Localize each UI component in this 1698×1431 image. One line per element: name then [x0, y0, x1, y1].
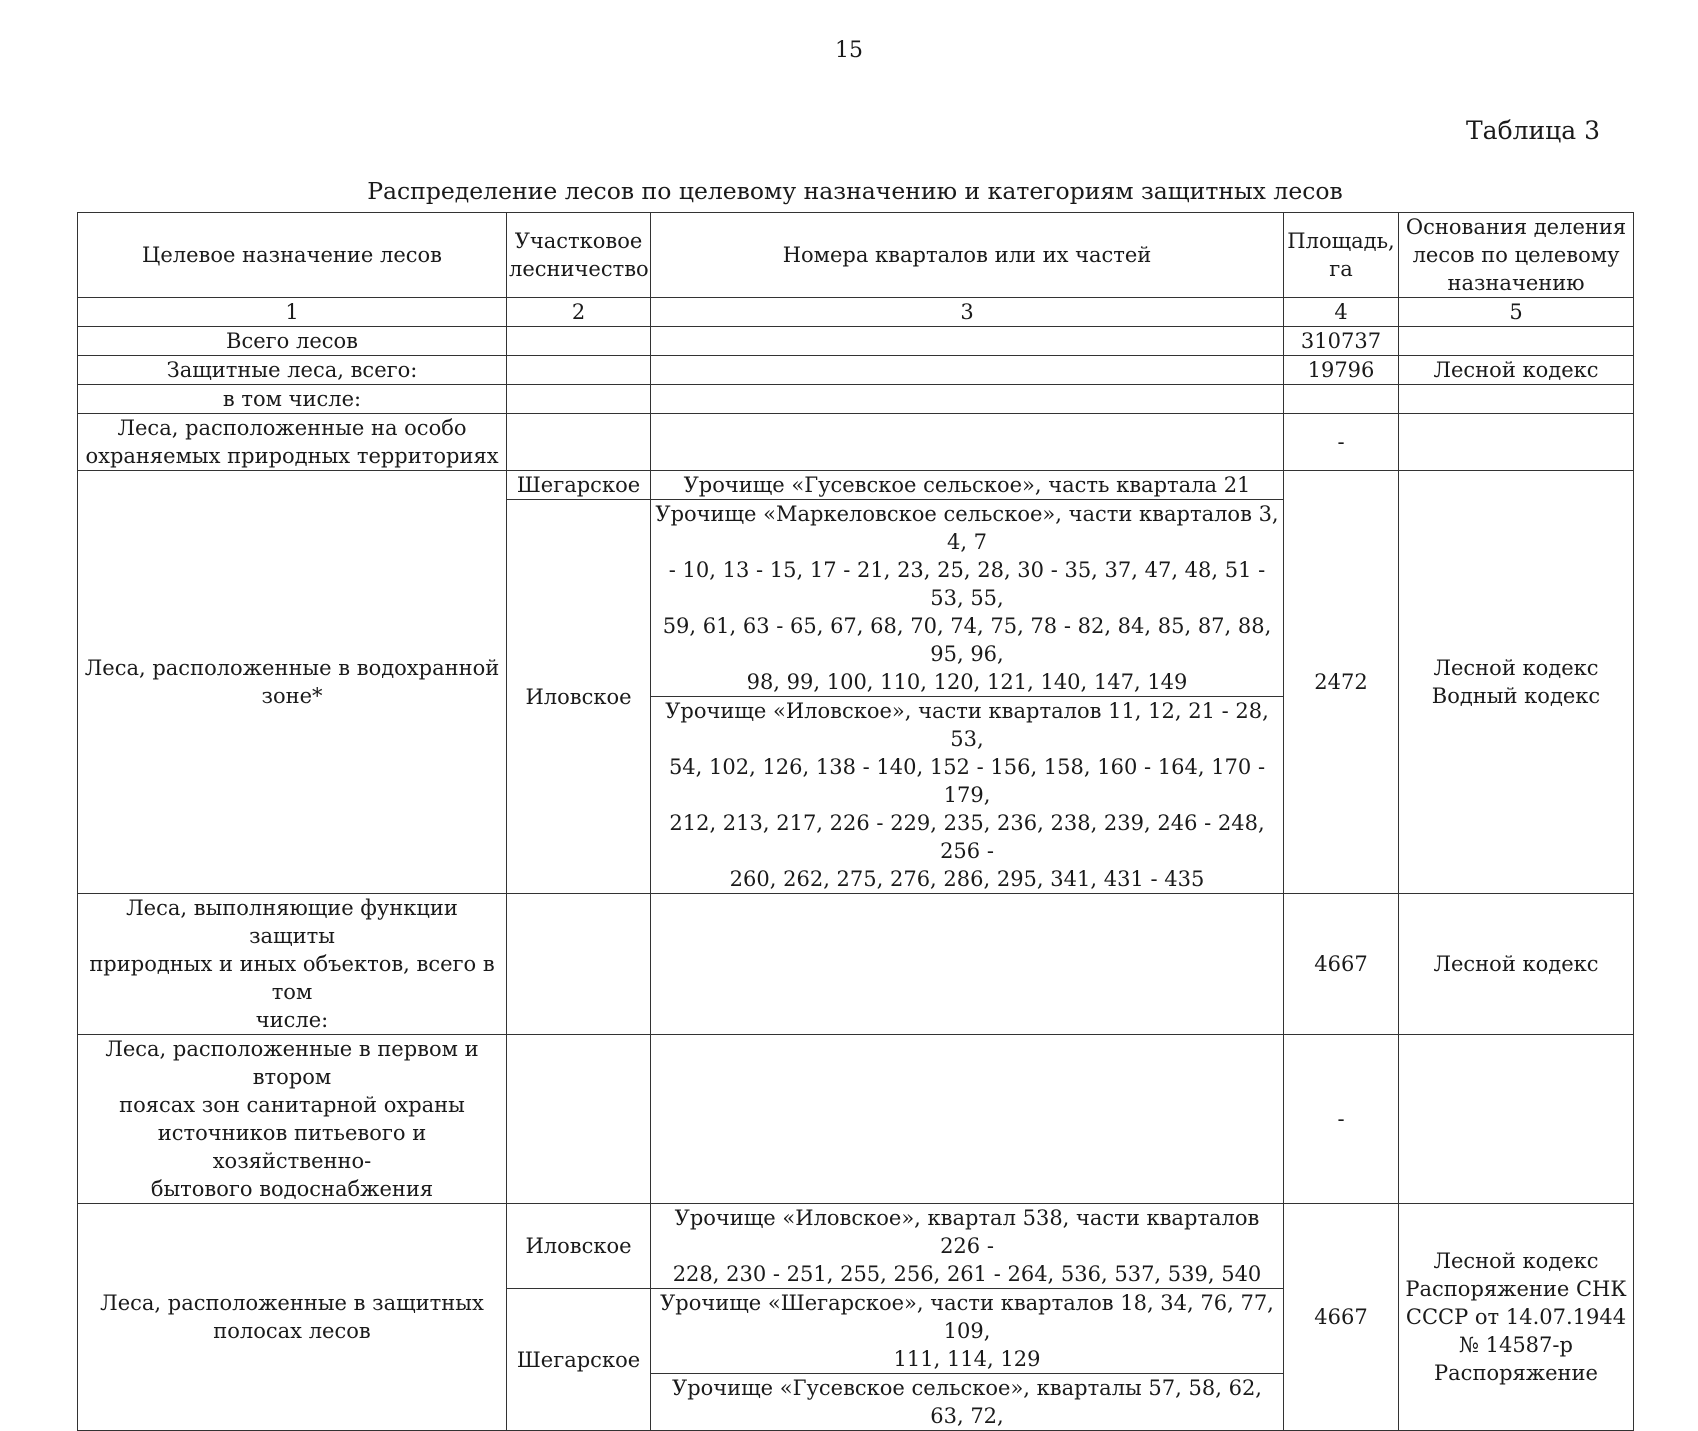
- header-purpose: Целевое назначение лесов: [78, 213, 507, 298]
- area-cell: -: [1284, 1035, 1399, 1204]
- basis-cell: [1399, 1035, 1634, 1204]
- header-basis: Основания деления лесов по целевому назначению: [1399, 213, 1634, 298]
- forestry-cell: [507, 385, 651, 414]
- area-cell: 310737: [1284, 327, 1399, 356]
- table-row-protective: [78, 356, 1634, 385]
- basis-cell: [1399, 385, 1634, 414]
- table-row-water: [78, 471, 1634, 500]
- forestry-cell: [507, 356, 651, 385]
- area-cell: 19796: [1284, 356, 1399, 385]
- column-number: 1: [78, 298, 507, 327]
- purpose-cell: в том числе:: [78, 385, 507, 414]
- area-cell: 4667: [1284, 894, 1399, 1035]
- column-number: 3: [651, 298, 1284, 327]
- quarters-cell: Урочище «Гусевское сельское», часть квартала 21: [651, 471, 1284, 500]
- quarters-cell: [651, 414, 1284, 471]
- quarters-cell: Урочище «Иловское», части кварталов 11, 12, 21 - 28, 53, 54, 102, 126, 138 - 140, 152 - 156, 158, 160 - 164, 170 - 179, 212, 213, 217, 226 - 229, 235, 236, 238, 239, 246 - 248, 256 - 260, 262, 275, 276, 286, 295, 341, 431 - 435: [651, 697, 1284, 894]
- table-row-sanitary: [78, 1035, 1634, 1204]
- quarters-cell: [651, 1035, 1284, 1204]
- forestry-cell: [507, 414, 651, 471]
- purpose-cell: Всего лесов: [78, 327, 507, 356]
- column-number: 5: [1399, 298, 1634, 327]
- basis-cell: Лесной кодекс: [1399, 356, 1634, 385]
- area-cell: [1284, 385, 1399, 414]
- forestry-cell: [507, 894, 651, 1035]
- quarters-cell: [651, 327, 1284, 356]
- page-number: 15: [835, 38, 863, 63]
- purpose-cell: Защитные леса, всего:: [78, 356, 507, 385]
- quarters-cell: Урочище «Шегарское», части кварталов 18, 34, 76, 77, 109, 111, 114, 129: [651, 1289, 1284, 1374]
- quarters-cell: [651, 356, 1284, 385]
- table-row-objects: [78, 894, 1634, 1035]
- header-area: Площадь, га: [1284, 213, 1399, 298]
- basis-cell: Лесной кодекс: [1399, 894, 1634, 1035]
- area-cell: 4667: [1284, 1204, 1399, 1431]
- quarters-cell: Урочище «Иловское», квартал 538, части кварталов 226 - 228, 230 - 251, 255, 256, 261 - 264, 536, 537, 539, 540: [651, 1204, 1284, 1289]
- quarters-cell: Урочище «Маркеловское сельское», части кварталов 3, 4, 7 - 10, 13 - 15, 17 - 21, 23, 25, 28, 30 - 35, 37, 47, 48, 51 - 53, 55, 59, 61, 63 - 65, 67, 68, 70, 74, 75, 78 - 82, 84, 85, 87, 88, 95, 96, 98, 99, 100, 110, 120, 121, 140, 147, 149: [651, 500, 1284, 697]
- purpose-cell: Леса, выполняющие функции защиты природных и иных объектов, всего в том числе:: [78, 894, 507, 1035]
- purpose-cell: Леса, расположенные на особо охраняемых природных территориях: [78, 414, 507, 471]
- basis-cell: Лесной кодекс Водный кодекс: [1399, 471, 1634, 894]
- forestry-cell: Шегарское: [507, 1289, 651, 1431]
- header-forestry: Участковое лесничество: [507, 213, 651, 298]
- table-row-belts: [78, 1204, 1634, 1289]
- table-row-total: [78, 327, 1634, 356]
- table-label: Таблица 3: [1465, 116, 1600, 145]
- quarters-cell: [651, 894, 1284, 1035]
- quarters-cell: [651, 385, 1284, 414]
- table-row-oopt: [78, 414, 1634, 471]
- column-number-row: [78, 298, 1634, 327]
- column-number: 4: [1284, 298, 1399, 327]
- purpose-cell: Леса, расположенные в защитных полосах лесов: [78, 1204, 507, 1431]
- purpose-cell: Леса, расположенные в водохранной зоне*: [78, 471, 507, 894]
- table-header-row: [78, 213, 1634, 298]
- forestry-cell: Иловское: [507, 500, 651, 894]
- purpose-cell: Леса, расположенные в первом и втором поясах зон санитарной охраны источников питьевого и хозяйственно- бытового водоснабжения: [78, 1035, 507, 1204]
- table-row-including: [78, 385, 1634, 414]
- area-cell: 2472: [1284, 471, 1399, 894]
- forestry-cell: [507, 1035, 651, 1204]
- column-number: 2: [507, 298, 651, 327]
- basis-cell: Лесной кодекс Распоряжение СНК СССР от 14.07.1944 № 14587-р Распоряжение: [1399, 1204, 1634, 1431]
- table-title: Распределение лесов по целевому назначению и категориям защитных лесов: [367, 177, 1343, 205]
- forestry-cell: [507, 327, 651, 356]
- forest-distribution-table: [77, 212, 1634, 1431]
- forestry-cell: Иловское: [507, 1204, 651, 1289]
- basis-cell: [1399, 327, 1634, 356]
- quarters-cell: Урочище «Гусевское сельское», кварталы 57, 58, 62, 63, 72,: [651, 1374, 1284, 1431]
- header-quarters: Номера кварталов или их частей: [651, 213, 1284, 298]
- basis-cell: [1399, 414, 1634, 471]
- area-cell: -: [1284, 414, 1399, 471]
- forestry-cell: Шегарское: [507, 471, 651, 500]
